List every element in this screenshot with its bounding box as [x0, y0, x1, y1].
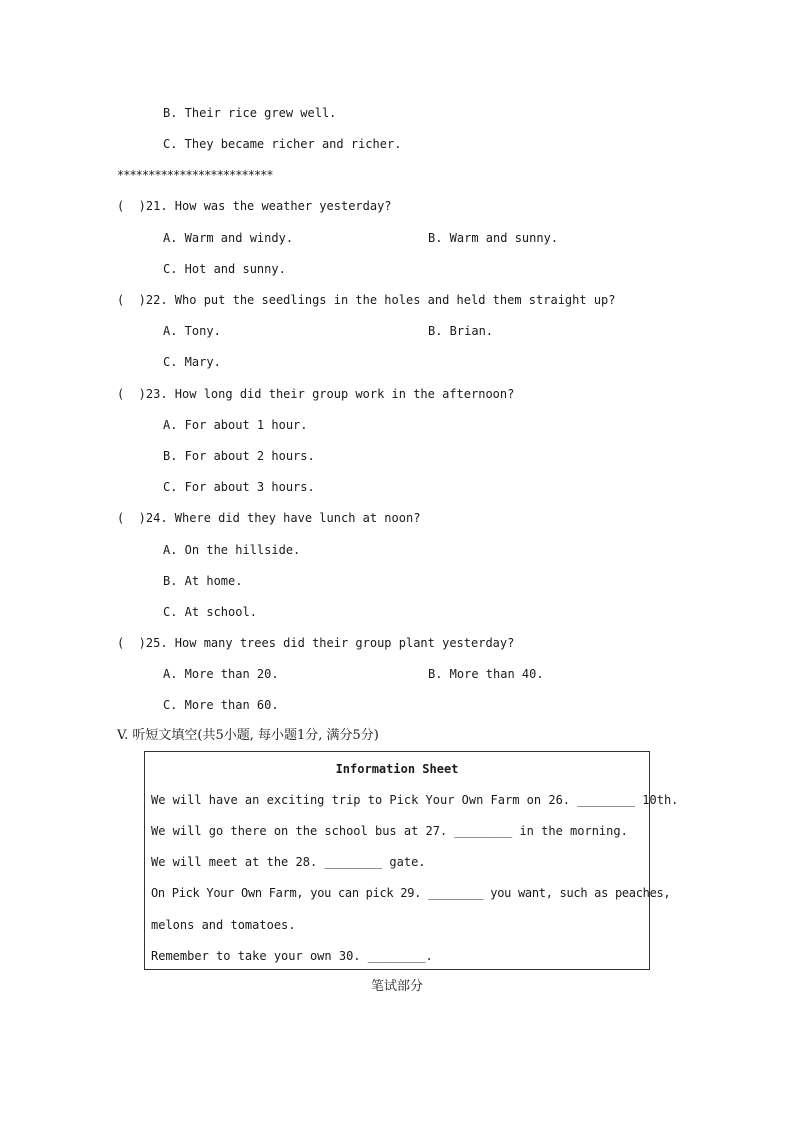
q21-option-b: B. Warm and sunny. — [428, 231, 559, 245]
q25-option-a: A. More than 20. — [163, 667, 279, 681]
info-line-29: On Pick Your Own Farm, you can pick 29. ________ you want, such as peaches, — [151, 886, 671, 900]
info-line-29-cont: melons and tomatoes. — [151, 918, 296, 932]
question-23: ( )23. How long did their group work in the afternoon? — [117, 387, 515, 401]
q24-option-a: A. On the hillside. — [163, 543, 301, 557]
question-22: ( )22. Who put the seedlings in the holes and held them straight up? — [117, 293, 616, 307]
question-21: ( )21. How was the weather yesterday? — [117, 199, 392, 213]
q23-option-c: C. For about 3 hours. — [163, 480, 315, 494]
option-b-prev: B. Their rice grew well. — [163, 106, 337, 120]
q22-option-a: A. Tony. — [163, 324, 221, 338]
q24-option-c: C. At school. — [163, 605, 257, 619]
info-line-30: Remember to take your own 30. ________. — [151, 949, 433, 963]
q25-option-b: B. More than 40. — [428, 667, 544, 681]
question-25: ( )25. How many trees did their group plant yesterday? — [117, 636, 515, 650]
information-sheet-box — [144, 751, 679, 970]
section-v-heading: V. 听短文填空(共5小题, 每小题1分, 满分5分) — [117, 728, 379, 743]
q24-option-b: B. At home. — [163, 574, 243, 588]
q23-option-b: B. For about 2 hours. — [163, 449, 315, 463]
info-line-27: We will go there on the school bus at 27. ________ in the morning. — [151, 824, 628, 838]
q22-option-b: B. Brian. — [428, 324, 494, 338]
info-sheet-title: Information Sheet — [335, 762, 459, 776]
q21-option-a: A. Warm and windy. — [163, 231, 294, 245]
q21-option-c: C. Hot and sunny. — [163, 262, 286, 276]
info-line-26: We will have an exciting trip to Pick Your Own Farm on 26. ________ 10th. — [151, 793, 679, 807]
question-24: ( )24. Where did they have lunch at noon? — [117, 511, 421, 525]
q25-option-c: C. More than 60. — [163, 698, 279, 712]
written-part-heading: 笔试部分 — [370, 979, 423, 994]
option-c-prev: C. They became richer and richer. — [163, 137, 402, 151]
separator: ************************* — [117, 168, 273, 182]
info-line-28: We will meet at the 28. ________ gate. — [151, 855, 426, 869]
q22-option-c: C. Mary. — [163, 355, 221, 369]
q23-option-a: A. For about 1 hour. — [163, 418, 308, 432]
